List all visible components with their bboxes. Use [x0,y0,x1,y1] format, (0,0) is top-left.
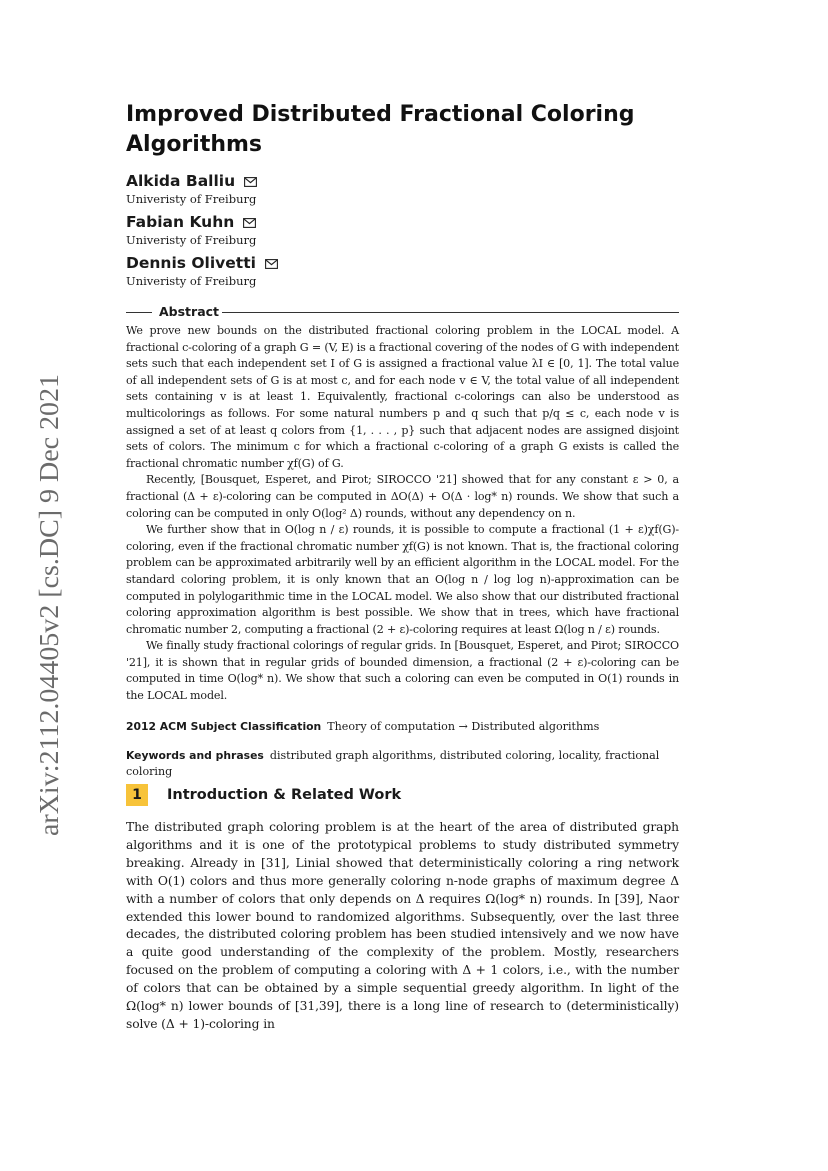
abstract-paragraph: We finally study fractional colorings of regular grids. In [Bousquet, Esperet, and Pirot; SIROCCO '21], it is shown that in regular grids of bounded dimension, a fractional (2 + ε)-coloring can be computed in time O(log* n). We show that such a coloring can even be computed in O(1) rounds in the LOCAL model. [126,639,679,703]
author-affiliation: Univeristy of Freiburg [126,274,257,288]
abstract-rule-right [222,312,679,313]
author-affiliation: Univeristy of Freiburg [126,233,257,247]
author-affiliation: Univeristy of Freiburg [126,192,257,206]
author-block [126,212,256,248]
keywords [126,748,679,780]
abstract-rule-left [126,312,152,313]
keywords-label: Keywords and phrases [126,749,264,762]
abstract-heading [126,304,679,320]
abstract-paragraph: Recently, [Bousquet, Esperet, and Pirot; SIROCCO '21] showed that for any constant ε > 0, a fractional (Δ + ε)-coloring can be computed in ΔO(Δ) + O(Δ · log* n) rounds. We show that such a coloring can be computed in only O(log² Δ) rounds, without any dependency on n. [126,473,679,520]
keywords-value: distributed graph algorithms, distributed coloring, locality, fractional coloring [126,749,660,778]
paper-title: Improved Distributed Fractional Coloring Algorithms [126,102,635,157]
acm-classification-label: 2012 ACM Subject Classification [126,720,322,733]
author-name: Fabian Kuhn [126,213,235,231]
introduction-paragraph: The distributed graph coloring problem is at the heart of the area of distributed graph algorithms and it is one of the prototypical problems to study distributed symmetry breaking. Already in [31], Linial showed that deterministically coloring a ring network with O(1) colors and thus more generally coloring n-node graphs of maximum degree Δ with a number of colors that only depends on Δ requires Ω(log* n) rounds. In [39], Naor extended this lower bound to randomized algorithms. Subsequently, over the last three decades, the distributed coloring problem has been studied intensively and we now have a quite good understanding of the complexity of the problem. Mostly, researchers focused on the problem of computing a coloring with Δ + 1 colors, i.e., with the number of colors that can be obtained by a simple sequential greedy algorithm. In light of the Ω(log* n) lower bounds of [31,39], there is a long line of research to (deterministically) solve (Δ + 1)-coloring in [126,820,679,1031]
introduction-body [126,819,679,1034]
email-envelope-icon[interactable] [244,177,257,187]
author-name: Alkida Balliu [126,172,236,190]
email-envelope-icon[interactable] [243,218,256,228]
section-number-badge: 1 [126,784,148,806]
section-heading [126,784,679,806]
email-envelope-icon[interactable] [265,259,278,269]
acm-classification-value: Theory of computation → Distributed algorithms [327,720,600,733]
author-name: Dennis Olivetti [126,254,256,272]
section-title: Introduction & Related Work [167,787,402,803]
arxiv-identifier-stamp [14,370,74,840]
acm-classification [126,719,679,735]
abstract-paragraph: We prove new bounds on the distributed fractional coloring problem in the LOCAL model. A fractional c-coloring of a graph G = (V, E) is a fractional covering of the nodes of G with independent sets such that each independent set I of G is assigned a fractional value λI ∈ [0, 1]. The total value of all independent sets of G is at most c, and for each node v ∈ V, the total value of all independent sets containing v is at least 1. Equivalently, fractional c-colorings can also be understood as multicolorings as follows. For some natural numbers p and q such that p/q ≤ c, each node v is assigned a set of at least q colors from {1, . . . , p} such that adjacent nodes are assigned disjoint sets of colors. The minimum c for which a fractional c-coloring of a graph G exists is called the fractional chromatic number χf(G) of G. [126,324,679,470]
abstract-body [126,323,679,705]
arxiv-identifier-text: arXiv:2112.04405v2 [cs.DC] 9 Dec 2021 [33,381,64,836]
abstract-paragraph: We further show that in O(log n / ε) rounds, it is possible to compute a fractional (1 + ε)χf(G)-coloring, even if the fractional chromatic number χf(G) is not known. That is, the fractional coloring problem can be approximated arbitrarily well by an efficient algorithm in the LOCAL model. For the standard coloring problem, it is only known that an O(log n / log log n)-approximation can be computed in polylogarithmic time in the LOCAL model. We also show that our distributed fractional coloring approximation algorithm is best possible. We show that in trees, which have fractional chromatic number 2, computing a fractional (2 + ε)-coloring requires at least Ω(log n / ε) rounds. [126,523,679,636]
author-block [126,171,257,207]
abstract-label: Abstract [159,304,220,319]
author-block [126,253,278,289]
